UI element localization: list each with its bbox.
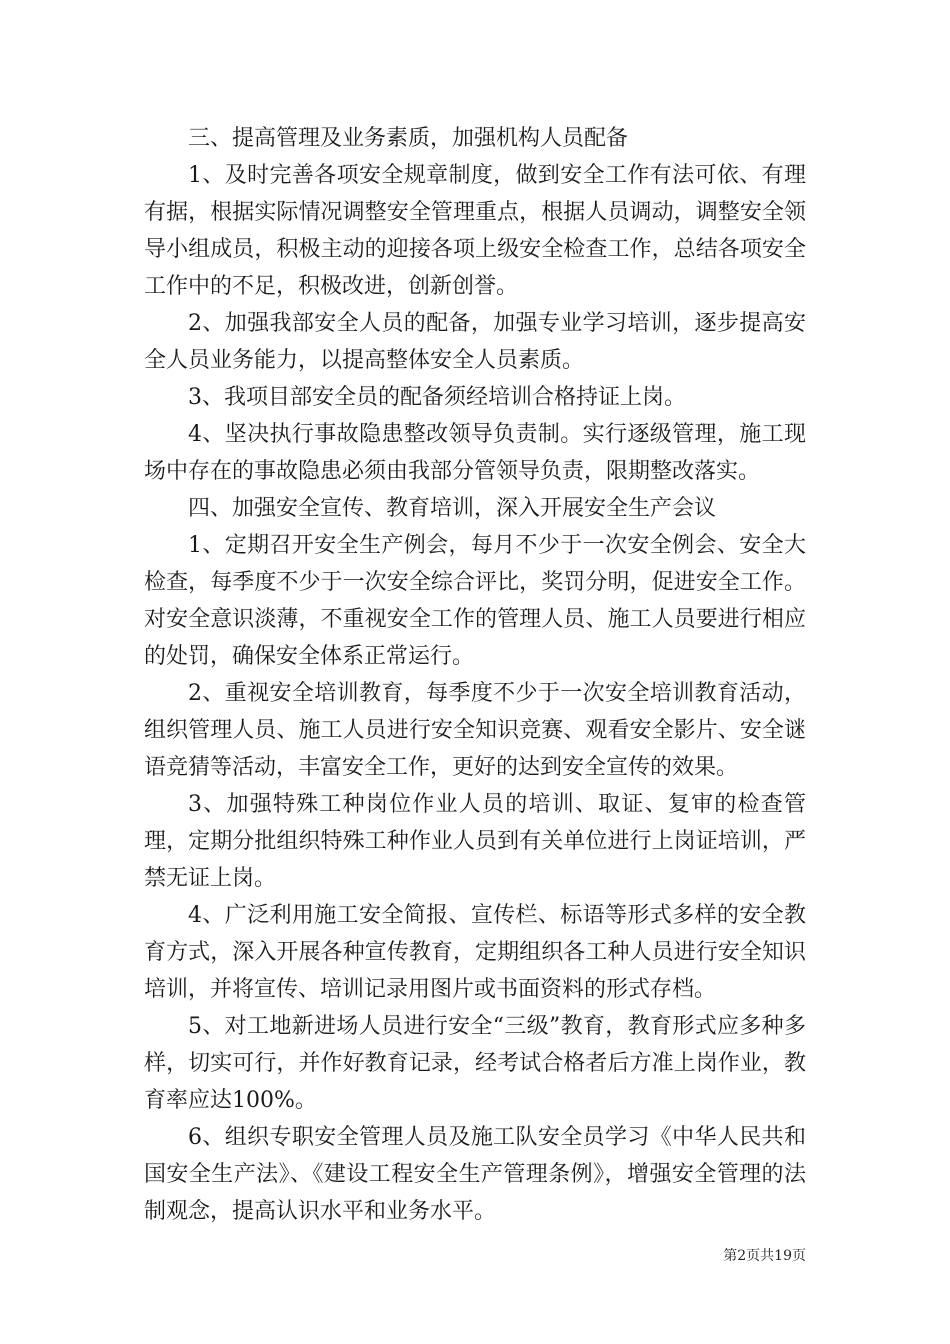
paragraph: 3、加强特殊工种岗位作业人员的培训、取证、复审的检查管理，定期分批组织特殊工种作业人员到有关单位进行上岗证培训，严禁无证上岗。 (144, 792, 806, 891)
paragraph: 6、组织专职安全管理人员及施工队安全员学习《中华人民共和国安全生产法》、《建设工程安全生产管理条例》，增强安全管理的法制观念，提高认识水平和业务水平。 (144, 1125, 806, 1224)
paragraph: 2、加强我部安全人员的配备，加强专业学习培训，逐步提高安全人员业务能力，以提高整体安全人员素质。 (144, 311, 806, 373)
section-heading-4: 四、加强安全宣传、教育培训，深入开展安全生产会议 (188, 496, 717, 521)
paragraph: 5、对工地新进场人员进行安全“三级”教育，教育形式应多种多样，切实可行，并作好教育记录，经考试合格者后方准上岗作业，教育率应达100%。 (144, 1014, 806, 1113)
paragraph: 1、定期召开安全生产例会，每月不少于一次安全例会、安全大检查，每季度不少于一次安全综合评比，奖罚分明，促进安全工作。对安全意识淡薄，不重视安全工作的管理人员、施工人员要进行相应的处罚，确保安全体系正常运行。 (144, 533, 806, 669)
paragraph: 1、及时完善各项安全规章制度，做到安全工作有法可依、有理有据，根据实际情况调整安全管理重点，根据人员调动，调整安全领导小组成员，积极主动的迎接各项上级安全检查工作，总结各项安全工作中的不足，积极改进，创新创誉。 (144, 163, 806, 299)
document-body (144, 120, 806, 1230)
section-heading-3: 三、提高管理及业务素质，加强机构人员配备 (188, 126, 629, 151)
page-number-footer: 第2页共19页 (723, 1248, 806, 1264)
paragraph: 4、广泛利用施工安全简报、宣传栏、标语等形式多样的安全教育方式，深入开展各种宣传教育，定期组织各工种人员进行安全知识培训，并将宣传、培训记录用图片或书面资料的形式存档。 (144, 903, 806, 1002)
paragraph: 4、坚决执行事故隐患整改领导负责制。实行逐级管理，施工现场中存在的事故隐患必须由我部分管领导负责，限期整改落实。 (144, 422, 806, 484)
paragraph: 3、我项目部安全员的配备须经培训合格持证上岗。 (188, 385, 686, 410)
paragraph: 2、重视安全培训教育，每季度不少于一次安全培训教育活动，组织管理人员、施工人员进行安全知识竞赛、观看安全影片、安全谜语竞猜等活动，丰富安全工作，更好的达到安全宣传的效果。 (144, 681, 806, 780)
